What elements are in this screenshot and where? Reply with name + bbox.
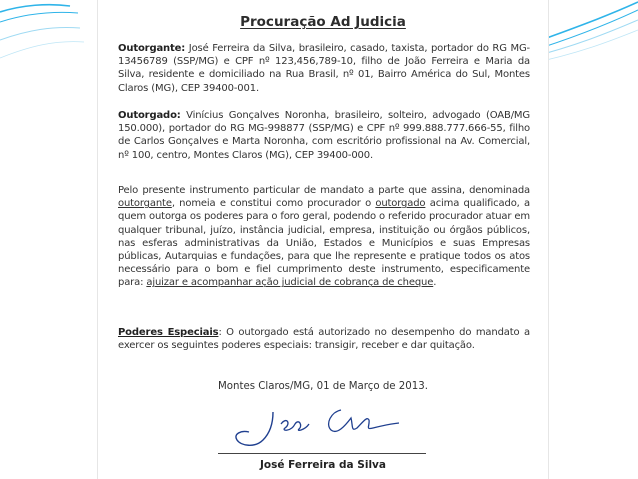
mandato-text-b: , nomeia e constitui como procurador o xyxy=(171,198,376,210)
mandato-text-a: Pelo presente instrumento particular de mandato a parte que assina, denominada xyxy=(118,185,530,196)
decorative-swoosh-left xyxy=(0,0,100,479)
poderes-paragraph xyxy=(118,326,530,352)
mandato-text-c: acima qualificado, a quem outorga os poderes para o foro geral, podendo o referido procurador atuar em qualquer tribunal, juízo, instância judicial, empresa, instituição ou órgãos públicos, nas esferas administrativas da União, Estados e Municípios e suas Empresas públicas, Autarquias e fundações, para que lhe represente e pratique todos os atos necessário para o bom e fiel cumprimento deste instrumento, especificamente para: xyxy=(118,198,530,289)
outorgado-label: Outorgado: xyxy=(118,110,181,121)
mandato-text-d: . xyxy=(433,277,437,289)
signature-line xyxy=(218,453,426,454)
mandato-word-outorgante: outorgante xyxy=(118,198,172,210)
mandato-purpose: ajuizar e acompanhar ação judicial de cobrança de cheque xyxy=(146,277,434,289)
outorgado-text: Vinícius Gonçalves Noronha, brasileiro, solteiro, advogado (OAB/MG 150.000), portador do RG MG-998877 (SSP/MG) e CPF nº 999.888.777.666-55, filho de Carlos Gonçalves e Marta Noronha, com escritório profissional na Av. Comercial, nº 100, centro, Montes Claros (MG), CEP 39400-000. xyxy=(118,110,530,161)
poderes-label: Poderes Especiais xyxy=(118,327,219,338)
poderes-text: : O outorgado está autorizado no desempenho do mandato a exercer os seguintes poderes especiais: transigir, receber e dar quitação. xyxy=(118,327,530,352)
date-line: Montes Claros/MG, 01 de Março de 2013. xyxy=(218,381,428,392)
outorgado-paragraph xyxy=(118,109,530,162)
outorgante-paragraph xyxy=(118,42,530,95)
handwritten-signature xyxy=(233,402,408,450)
document-page xyxy=(97,0,549,479)
document-title: Procuração Ad Judicia xyxy=(240,14,406,30)
signer-name: José Ferreira da Silva xyxy=(260,459,386,471)
outorgante-text: José Ferreira da Silva, brasileiro, casado, taxista, portador do RG MG-13456789 (SSP/MG) e CPF nº 123,456,789-10, filho de João Ferreira e Maria da Silva, residente e domiciliado na Rua Brasil, nº 01, Bairro América do Sul, Montes Claros (MG), CEP 39400-001. xyxy=(118,43,530,94)
mandato-paragraph xyxy=(118,184,530,290)
mandato-word-outorgado: outorgado xyxy=(375,198,426,210)
outorgante-label: Outorgante: xyxy=(118,43,186,54)
